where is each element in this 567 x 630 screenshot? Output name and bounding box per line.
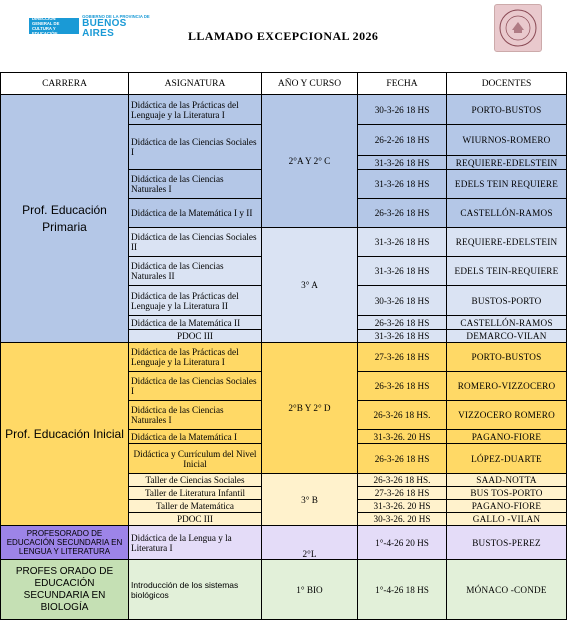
docentes-cell: CASTELLÓN-RAMOS [447, 199, 567, 228]
asignatura-cell: Taller de Literatura Infantil [129, 487, 262, 500]
asignatura-cell: Didáctica de las Ciencias Naturales I [129, 401, 262, 430]
docentes-cell: GALLO -VILAN [447, 513, 567, 526]
asignatura-cell: Didáctica de la Matemática II [129, 316, 262, 330]
docentes-cell: PORTO-BUSTOS [447, 343, 567, 372]
table-header-row [1, 73, 567, 95]
page-header [0, 0, 567, 70]
asignatura-cell: Didáctica de las Ciencias Sociales I [129, 125, 262, 170]
carrera-primaria: Prof. Educación Primaria [1, 95, 129, 343]
table-row [1, 560, 567, 620]
fecha-cell: 27-3-26 18 HS [358, 343, 447, 372]
column-header-ano-curso: AÑO Y CURSO [262, 73, 358, 95]
asignatura-cell: Didáctica de la Matemática I [129, 430, 262, 444]
table-row [1, 526, 567, 560]
fecha-cell: 31-3-26 18 HS [358, 330, 447, 343]
fecha-cell: 1°-4-26 20 HS [358, 526, 447, 560]
asignatura-cell: Introducción de los sistemas biológicos [129, 560, 262, 620]
asignatura-cell: Didáctica de las Prácticas del Lenguaje y la Literatura II [129, 286, 262, 316]
fecha-cell: 26-3-26 18 HS [358, 372, 447, 401]
government-logo [29, 13, 152, 39]
logo-small-text: GOBIERNO DE LA PROVINCIA DE [82, 13, 150, 19]
docentes-cell: PORTO-BUSTOS [447, 95, 567, 125]
asignatura-cell: Taller de Ciencias Sociales [129, 474, 262, 487]
logo-big-text: BUENOS AIRES [82, 17, 127, 39]
fecha-cell: 31-3-26. 20 HS [358, 430, 447, 444]
asignatura-cell: Didáctica de las Ciencias Naturales I [129, 170, 262, 199]
docentes-cell: PAGANO-FIORE [447, 500, 567, 513]
logo-line-2: CULTURA Y EDUCACIÓN [32, 26, 58, 36]
fecha-cell: 26-2-26 18 HS [358, 125, 447, 156]
docentes-cell: EDELS TEIN-REQUIERE [447, 257, 567, 286]
docentes-cell: PAGANO-FIORE [447, 430, 567, 444]
asignatura-cell: Didáctica de la Lengua y la Literatura I [129, 526, 262, 560]
docentes-cell: BUSTOS-PEREZ [447, 526, 567, 560]
docentes-cell: EDELS TEIN REQUIERE [447, 170, 567, 199]
fecha-cell: 1°-4-26 18 HS [358, 560, 447, 620]
fecha-cell: 27-3-26 18 HS [358, 487, 447, 500]
curso-cell: 2°A Y 2° C [262, 95, 358, 228]
asignatura-cell: Didáctica de las Ciencias Sociales II [129, 228, 262, 257]
asignatura-cell: Didáctica de la Matemática I y II [129, 199, 262, 228]
fecha-cell: 31-3-26 18 HS [358, 170, 447, 199]
fecha-cell: 30-3-26 18 HS [358, 286, 447, 316]
fecha-cell: 26-3-26 18 HS [358, 199, 447, 228]
fecha-cell: 30-3-26 18 HS [358, 95, 447, 125]
fecha-cell: 26-3-26 18 HS [358, 316, 447, 330]
curso-cell: 3° B [262, 474, 358, 526]
docentes-cell: WIURNOS-ROMERO [447, 125, 567, 156]
fecha-cell: 26-3-26 18 HS [358, 444, 447, 474]
fecha-cell: 31-3-26. 20 HS [358, 500, 447, 513]
table-row [1, 343, 567, 372]
asignatura-cell: Didáctica de las Ciencias Naturales II [129, 257, 262, 286]
asignatura-cell: Didáctica y Currículum del Nivel Inicial [129, 444, 262, 474]
docentes-cell: SAAD-NOTTA [447, 474, 567, 487]
column-header-asignatura: ASIGNATURA [129, 73, 262, 95]
asignatura-cell: Taller de Matemática [129, 500, 262, 513]
asignatura-cell: Didáctica de las Ciencias Sociales I [129, 372, 262, 401]
docentes-cell: MÓNACO -CONDE [447, 560, 567, 620]
logo-line-1: DIRECCIÓN GENERAL DE [32, 16, 60, 26]
column-header-docentes: DOCENTES [447, 73, 567, 95]
asignatura-cell: Didáctica de las Prácticas del Lenguaje y la Literatura I [129, 95, 262, 125]
logo-dgce-block [29, 18, 79, 34]
institution-seal-icon [494, 4, 542, 52]
fecha-cell: 26-3-26 18 HS. [358, 474, 447, 487]
docentes-cell: REQUIERE-EDELSTEIN [447, 156, 567, 170]
asignatura-cell: Didáctica de las Prácticas del Lenguaje y la Literatura I [129, 343, 262, 372]
curso-cell: 2°L [262, 526, 358, 560]
docentes-cell: LÓPEZ-DUARTE [447, 444, 567, 474]
carrera-secundaria-biologia: PROFES ORADO DE EDUCACIÓN SECUNDARIA EN BIOLOGÍA [1, 560, 129, 620]
schedule-table [0, 72, 567, 620]
column-header-fecha: FECHA [358, 73, 447, 95]
docentes-cell: REQUIERE-EDELSTEIN [447, 228, 567, 257]
docentes-cell: BUSTOS-PORTO [447, 286, 567, 316]
asignatura-cell: PDOC III [129, 330, 262, 343]
docentes-cell: BUS TOS-PORTO [447, 487, 567, 500]
asignatura-cell: PDOC III [129, 513, 262, 526]
docentes-cell: VIZZOCERO ROMERO [447, 401, 567, 430]
fecha-cell: 26-3-26 18 HS. [358, 401, 447, 430]
docentes-cell: ROMERO-VIZZOCERO [447, 372, 567, 401]
docentes-cell: CASTELLÓN-RAMOS [447, 316, 567, 330]
carrera-inicial: Prof. Educación Inicial [1, 343, 129, 526]
fecha-cell: 31-3-26 18 HS [358, 257, 447, 286]
table-row [1, 95, 567, 125]
fecha-cell: 31-3-26 18 HS [358, 156, 447, 170]
curso-cell: 1° BIO [262, 560, 358, 620]
page-title: LLAMADO EXCEPCIONAL 2026 [188, 29, 379, 43]
carrera-secundaria-lengua: PROFESORADO DE EDUCACIÓN SECUNDARIA EN LENGUA Y LITERATURA [1, 526, 129, 560]
curso-cell: 2°B Y 2° D [262, 343, 358, 474]
docentes-cell: DEMARCO-VILAN [447, 330, 567, 343]
column-header-carrera: CARRERA [1, 73, 129, 95]
curso-cell: 3° A [262, 228, 358, 343]
fecha-cell: 30-3-26. 20 HS [358, 513, 447, 526]
fecha-cell: 31-3-26 18 HS [358, 228, 447, 257]
